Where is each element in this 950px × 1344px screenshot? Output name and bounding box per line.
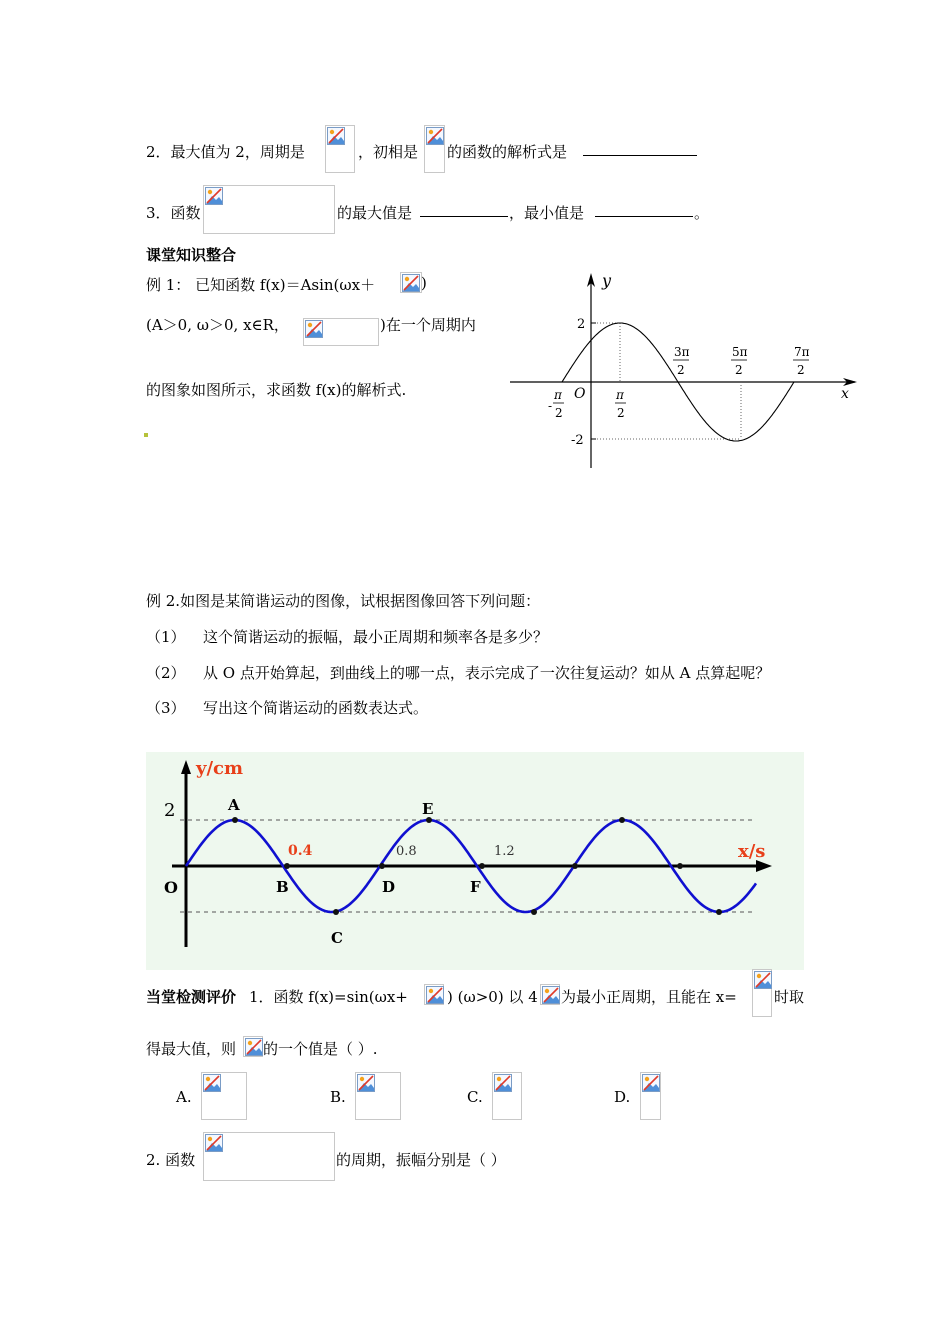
formula-image-placeholder: [243, 1036, 263, 1057]
option-c-label: C.: [467, 1088, 483, 1106]
point-C: [333, 909, 339, 915]
origin-label: O: [574, 386, 586, 402]
tick-denominator: 2: [797, 363, 805, 377]
tick-denominator: 2: [677, 363, 685, 377]
label-C: C: [331, 929, 343, 947]
broken-image-icon: [203, 1074, 221, 1092]
harmonic-motion-graph: [146, 752, 804, 970]
formula-image-placeholder: [203, 185, 335, 234]
formula-image-placeholder: [424, 984, 444, 1005]
broken-image-icon: [426, 127, 444, 145]
broken-image-icon: [642, 1074, 660, 1092]
curve-point: [677, 863, 683, 869]
broken-image-icon: [305, 320, 323, 338]
q3-mid: 的最大值是: [337, 204, 413, 222]
formula-image-placeholder: [325, 125, 355, 173]
point-B: [284, 863, 290, 869]
broken-image-icon: [754, 971, 772, 989]
ex1-line1-end: ): [421, 274, 427, 292]
curve-point: [572, 863, 578, 869]
tick-denominator: 2: [735, 363, 743, 377]
broken-image-icon: [426, 986, 444, 1004]
stray-mark: [144, 433, 148, 437]
option-a-image: [201, 1072, 247, 1120]
option-b-label: B.: [330, 1088, 346, 1106]
broken-image-icon: [245, 1038, 263, 1056]
x-axis-label: x: [841, 386, 849, 402]
y-axis-label: y: [602, 271, 612, 290]
tick-numerator: 5π: [732, 345, 748, 359]
q3-sep: ，最小值是: [509, 204, 585, 222]
broken-image-icon: [357, 1074, 375, 1092]
option-c-image: [492, 1072, 522, 1120]
ex2-item-num: （1）: [146, 628, 186, 646]
x-axis-label: x/s: [738, 841, 766, 862]
section-heading: 课堂知识整合: [146, 246, 237, 264]
ex2-intro: 例 2.如图是某简谐运动的图像，试根据图像回答下列问题：: [146, 592, 541, 610]
formula-image-placeholder: [400, 272, 422, 293]
ex1-line2: (A＞0, ω＞0, x∈R，: [146, 316, 289, 334]
broken-image-icon: [205, 187, 223, 205]
check-q1-b: ) (ω>0) 以 4: [447, 988, 538, 1006]
y-axis-label: y/cm: [196, 758, 244, 779]
ex1-line3: 的图象如图所示，求函数 f(x)的解析式.: [146, 381, 407, 399]
ex2-item-text: 这个简谐运动的振幅，最小正周期和频率各是多少？: [203, 628, 549, 646]
option-d-image: [640, 1072, 661, 1120]
ex1-line1: 例 1： 已知函数 f(x)＝Asin(ωx＋: [146, 276, 376, 294]
q3-prefix: 3．函数: [146, 204, 201, 222]
check-q1-line2-a: 得最大值，则: [146, 1040, 237, 1058]
ex2-item-num: （2）: [146, 664, 186, 682]
q2-suffix: 的函数的解析式是: [447, 143, 568, 161]
answer-blank-min: [595, 201, 693, 217]
q2-mid: ，初相是: [358, 143, 419, 161]
tick-0.4: 0.4: [288, 843, 313, 859]
y-tick-label-2: 2: [577, 317, 586, 332]
check-q2-a: 2. 函数: [146, 1151, 196, 1169]
sine-graph-1: [505, 265, 865, 480]
tick-numerator: π: [616, 388, 624, 402]
formula-image-placeholder: [203, 1132, 335, 1181]
formula-image-placeholder: [303, 318, 379, 346]
curve-point: [531, 909, 537, 915]
tick-numerator: 7π: [794, 345, 810, 359]
ex2-item-text: 从 O 点开始算起，到曲线上的哪一点，表示完成了一次往复运动？如从 A 点算起呢？: [203, 664, 771, 682]
y-tick-label-neg2: -2: [571, 433, 584, 448]
broken-image-icon: [327, 127, 345, 145]
label-E: E: [422, 800, 434, 818]
point-F: [479, 863, 485, 869]
broken-image-icon: [205, 1134, 223, 1152]
broken-image-icon: [494, 1074, 512, 1092]
ex2-item-text: 写出这个简谐运动的函数表达式。: [203, 699, 429, 717]
option-a-label: A.: [176, 1088, 192, 1106]
label-B: B: [276, 878, 289, 896]
point-A: [232, 817, 238, 823]
tick-0.8: 0.8: [396, 844, 417, 859]
tick-numerator: 3π: [674, 345, 690, 359]
option-b-image: [355, 1072, 401, 1120]
tick-numerator: π: [554, 388, 562, 402]
broken-image-icon: [402, 274, 420, 292]
q3-end: 。: [694, 204, 710, 222]
curve-point: [619, 817, 625, 823]
tick-1.2: 1.2: [494, 844, 515, 859]
amplitude-label: 2: [164, 800, 176, 821]
check-q2-b: 的周期，振幅分别是（ ）: [336, 1151, 506, 1169]
answer-blank: [583, 140, 697, 156]
tick-sign: -: [548, 399, 553, 413]
option-d-label: D.: [614, 1088, 631, 1106]
answer-blank-max: [420, 201, 508, 217]
formula-image-placeholder: [424, 125, 445, 173]
tick-denominator: 2: [617, 406, 625, 420]
curve-point: [716, 909, 722, 915]
formula-image-placeholder: [752, 969, 772, 1017]
ex2-item-num: （3）: [146, 699, 186, 717]
broken-image-icon: [542, 986, 560, 1004]
q2-prefix: 2．最大值为 2，周期是: [146, 143, 305, 161]
label-D: D: [382, 878, 396, 896]
check-q1-d: 时取: [774, 988, 805, 1006]
formula-image-placeholder: [540, 984, 560, 1005]
label-A: A: [228, 796, 240, 814]
check-q1-line2-b: 的一个值是（ ）.: [263, 1040, 378, 1058]
check-q1-a: 1．函数 f(x)=sin(ωx+: [249, 988, 408, 1006]
tick-denominator: 2: [555, 406, 563, 420]
ex1-line2-end: )在一个周期内: [380, 316, 476, 334]
check-heading: 当堂检测评价: [146, 988, 237, 1006]
label-F: F: [470, 878, 481, 896]
check-q1-c: 为最小正周期，且能在 x=: [561, 988, 737, 1006]
point-D: [379, 863, 385, 869]
origin-label: O: [164, 878, 178, 897]
